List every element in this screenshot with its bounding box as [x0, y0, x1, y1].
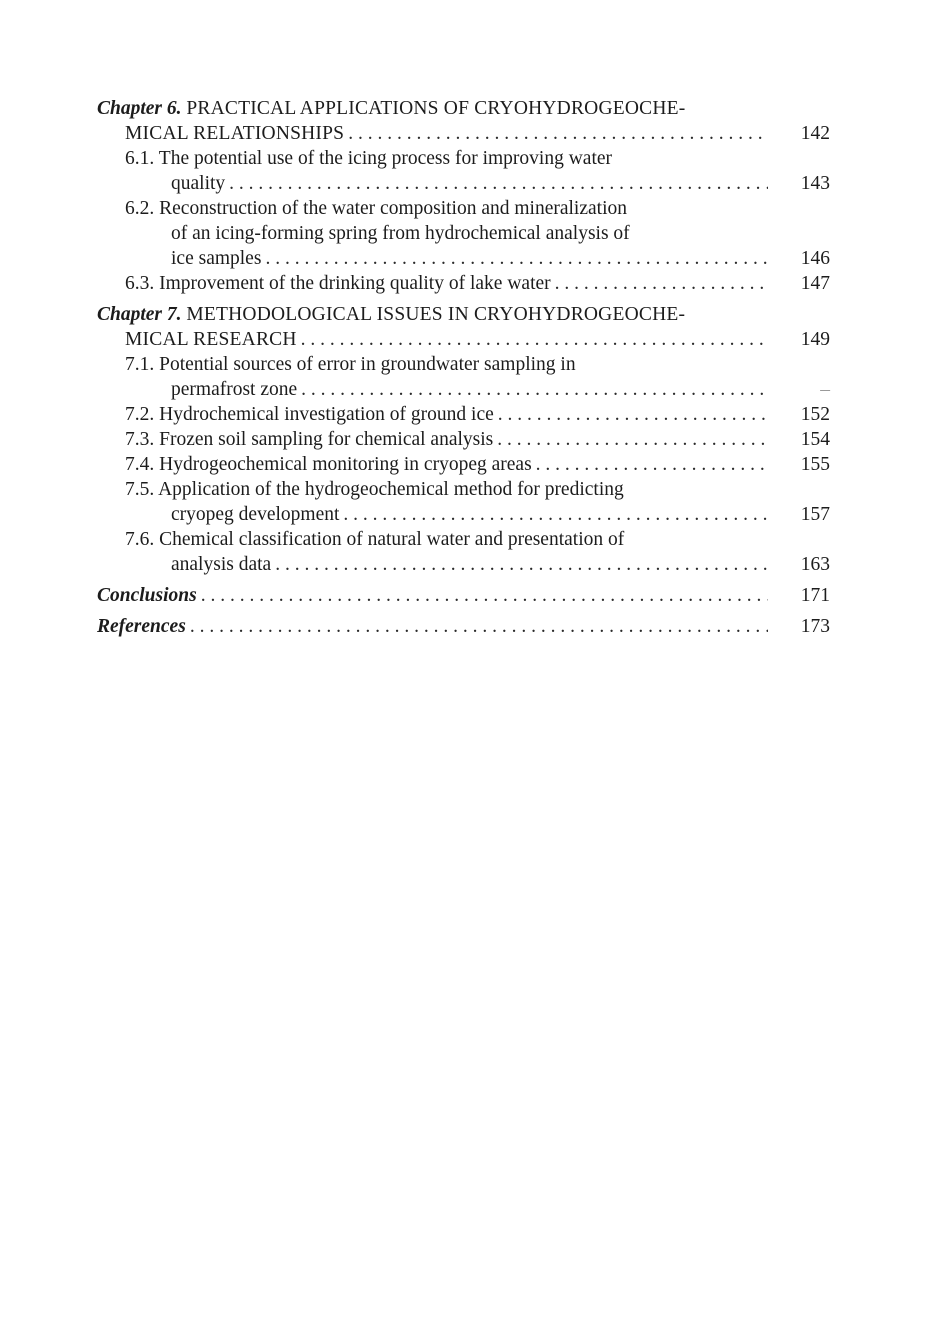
references-entry	[97, 614, 832, 639]
dot-leader	[201, 583, 768, 608]
section-7-4-text	[125, 452, 536, 477]
section-6-3-text	[125, 271, 555, 296]
section-6-1-page: 143	[800, 173, 830, 194]
section-title-line1: Reconstruction of the water composition and mineralization	[159, 198, 627, 219]
section-6-1	[97, 146, 832, 171]
chapter-7-page: 149	[800, 329, 830, 350]
section-7-1-entry	[97, 377, 832, 402]
chapter-6-heading	[97, 96, 832, 121]
dot-leader	[301, 327, 768, 352]
references-label: References	[97, 614, 190, 639]
section-6-3-entry	[97, 271, 832, 296]
section-6-3-page: 147	[800, 273, 830, 294]
section-6-2-line2	[97, 221, 832, 246]
section-7-1-page: –	[820, 379, 830, 400]
section-title-line1: Potential sources of error in groundwater sampling in	[159, 354, 576, 375]
section-number: 6.1.	[125, 148, 155, 169]
chapter-7-entry	[97, 327, 832, 352]
section-title-line1: Application of the hydrogeochemical method for predicting	[158, 479, 624, 500]
chapter-7-heading	[97, 302, 832, 327]
chapter-6-title-line2: MICAL RELATIONSHIPS	[125, 121, 348, 146]
dot-leader	[229, 171, 768, 196]
section-title-line2: permafrost zone	[171, 377, 301, 402]
dot-leader	[343, 502, 768, 527]
table-of-contents	[97, 96, 832, 639]
section-7-4-page: 155	[800, 454, 830, 475]
section-7-3-text	[125, 427, 497, 452]
section-title-line2: analysis data	[171, 552, 275, 577]
section-6-2-page: 146	[800, 248, 830, 269]
dot-leader	[536, 452, 768, 477]
dot-leader	[497, 427, 768, 452]
section-7-5	[97, 477, 832, 502]
section-7-6-page: 163	[800, 554, 830, 575]
section-title-line2: of an icing-forming spring from hydrochemical analysis of	[171, 223, 630, 244]
chapter-6-title-line1: PRACTICAL APPLICATIONS OF CRYOHYDROGEOCHE-	[186, 98, 686, 119]
chapter-7-title-line1: METHODOLOGICAL ISSUES IN CRYOHYDROGEOCHE-	[186, 304, 686, 325]
chapter-6-label: Chapter 6.	[97, 98, 182, 119]
section-number: 7.5.	[125, 479, 155, 500]
section-7-3-entry	[97, 427, 832, 452]
section-title-line1: The potential use of the icing process for improving water	[158, 148, 613, 169]
dot-leader	[555, 271, 768, 296]
dot-leader	[301, 377, 768, 402]
conclusions-label: Conclusions	[97, 583, 201, 608]
section-7-1	[97, 352, 832, 377]
references-page: 173	[800, 616, 830, 637]
section-title-line1: Hydrogeochemical monitoring in cryopeg areas	[159, 454, 532, 475]
section-title-line1: Frozen soil sampling for chemical analysis	[159, 429, 494, 450]
section-number: 6.2.	[125, 198, 155, 219]
chapter-6-page: 142	[800, 123, 830, 144]
section-number: 7.2.	[125, 404, 155, 425]
section-7-2-page: 152	[800, 404, 830, 425]
dot-leader	[265, 246, 768, 271]
section-6-2	[97, 196, 832, 221]
section-7-6	[97, 527, 832, 552]
section-number: 7.3.	[125, 429, 155, 450]
section-number: 6.3.	[125, 273, 155, 294]
section-7-2-entry	[97, 402, 832, 427]
chapter-7-label: Chapter 7.	[97, 304, 182, 325]
section-6-2-entry	[97, 246, 832, 271]
dot-leader	[275, 552, 768, 577]
section-title-line1: Improvement of the drinking quality of lake water	[159, 273, 551, 294]
section-7-3-page: 154	[800, 429, 830, 450]
section-number: 7.6.	[125, 529, 155, 550]
section-7-5-entry	[97, 502, 832, 527]
dot-leader	[190, 614, 768, 639]
section-number: 7.1.	[125, 354, 155, 375]
dot-leader	[498, 402, 768, 427]
section-title-line2: cryopeg development	[171, 502, 343, 527]
section-title-line2: quality	[171, 171, 229, 196]
dot-leader	[348, 121, 768, 146]
section-7-4-entry	[97, 452, 832, 477]
section-title-line1: Chemical classification of natural water and presentation of	[159, 529, 625, 550]
conclusions-entry	[97, 583, 832, 608]
chapter-7-title-line2: MICAL RESEARCH	[125, 327, 301, 352]
section-number: 7.4.	[125, 454, 155, 475]
section-7-5-page: 157	[800, 504, 830, 525]
section-title-line3: ice samples	[171, 246, 265, 271]
section-title-line1: Hydrochemical investigation of ground ice	[159, 404, 494, 425]
section-7-2-text	[125, 402, 498, 427]
section-7-6-entry	[97, 552, 832, 577]
section-6-1-entry	[97, 171, 832, 196]
conclusions-page: 171	[800, 585, 830, 606]
chapter-6-entry	[97, 121, 832, 146]
